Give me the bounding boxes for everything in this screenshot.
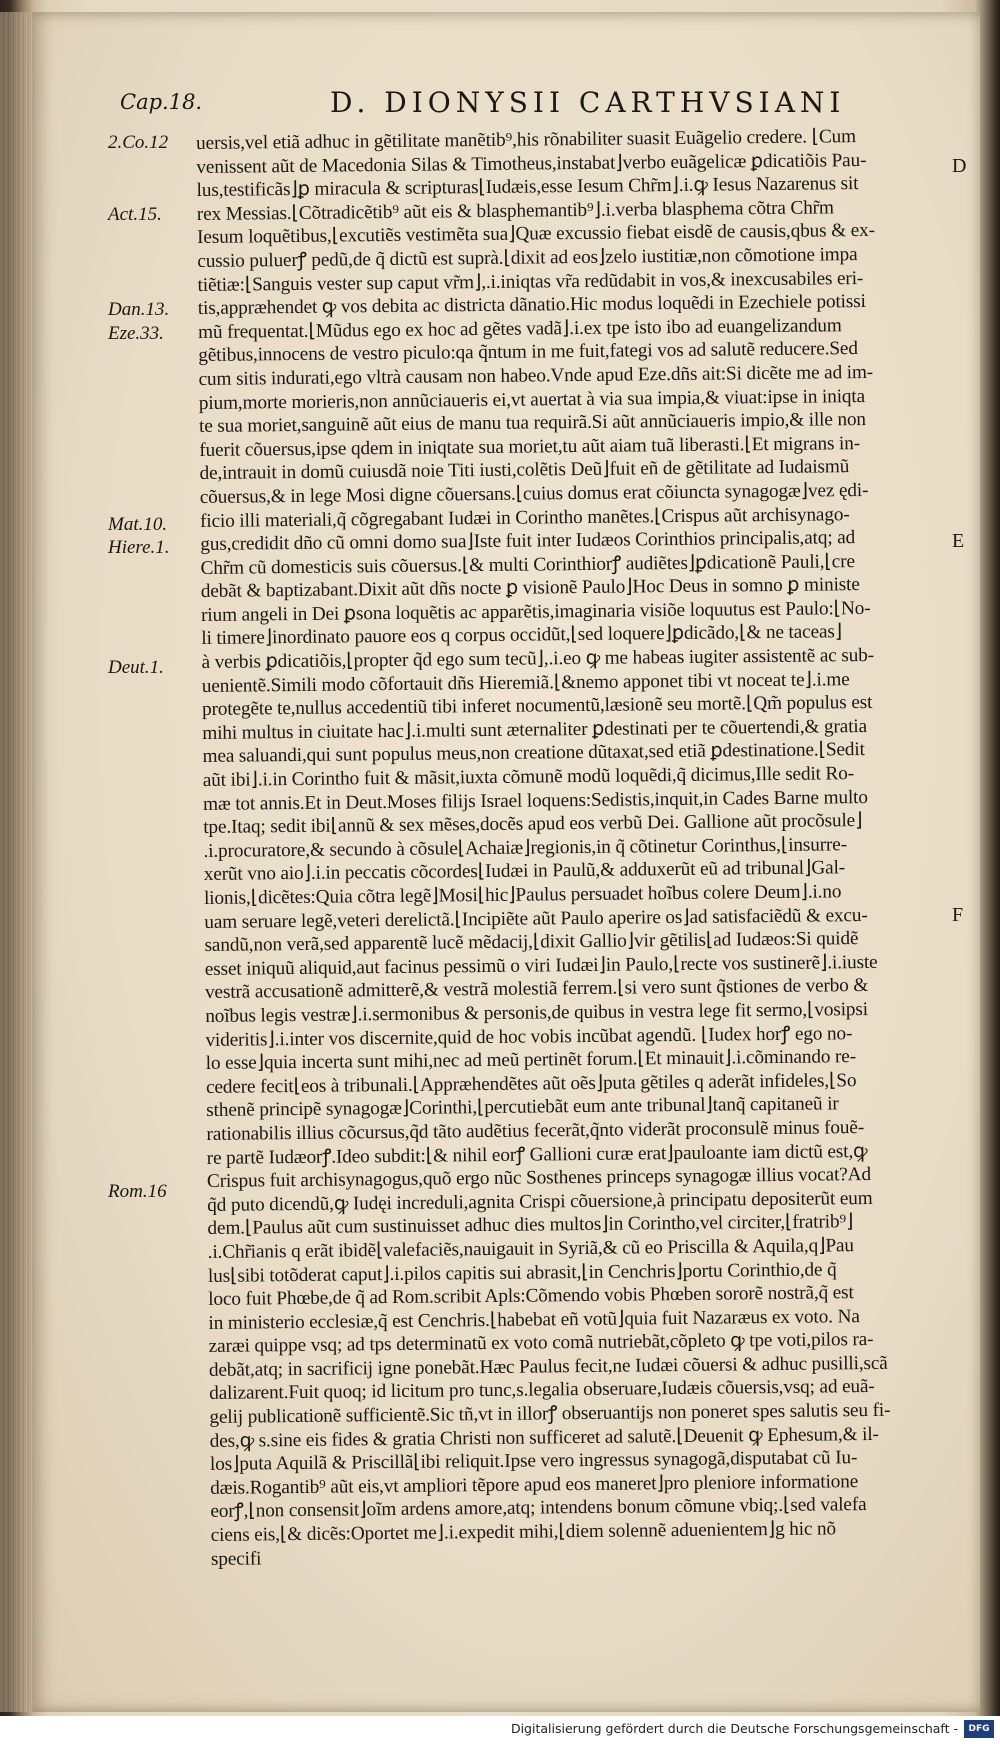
text-line: vestrã accusationẽ admitterẽ,& vestrã molestiã ferrem.⌊si vero sunt q̃stiones de verbo & xyxy=(204,975,869,1004)
text-line: tpe.Itaq; sedit ibi⌊annũ & sex mẽses,docẽs apud eos verbũ Dei. Gallione aũt procõsule⌋ xyxy=(203,810,863,839)
text-line: li timere⌋inordinato pauore eos q corpus occidũt,⌊sed loquere⌋ꝑdicãdo,⌊& ne taceas⌋ xyxy=(201,621,843,650)
chapter-label: Cap.18. xyxy=(120,90,203,114)
margin-reference: 2.Co.12 xyxy=(108,132,169,153)
margin-reference: Dan.13. xyxy=(108,298,170,320)
section-letter: F xyxy=(952,904,964,927)
margin-reference: Mat.10. xyxy=(108,513,168,535)
text-line: sandũ,non verã,sed apparentẽ lucẽ mẽdacij,⌊dixit Gallio⌋vir gẽtilis⌊ad Iudæos:Si quidẽ xyxy=(204,928,859,957)
text-line: mihi multus in ciuitate hac⌋.i.multi sunt æternaliter ꝑdestinati per te cõuertendi,& gratia xyxy=(202,715,868,744)
text-line: esset iniquũ aliquid,aut facinus pessimũ o viri Iudæi⌋in Paulo,⌊recte vos sustinerẽ⌋.i.iuste xyxy=(204,951,878,980)
text-line: los⌋puta Aquilã & Priscillã⌊ibi reliquit.Ipse vero ingressus synagogã,disputabat cũ Iu- xyxy=(209,1447,858,1476)
text-line: debãt,atq; in sacrificij igne ponebãt.Hæc Paulus fecit,ne Iudæi cõuersi & adhuc pusilli,scã xyxy=(208,1352,888,1381)
text-line: lo esse⌋quia incerta sunt mihi,nec ad meũ pertinẽt forum.⌊Et minauit⌋.i.cõminando re- xyxy=(205,1046,857,1075)
margin-reference: Rom.16 xyxy=(108,1181,167,1203)
margin-reference: Act.15. xyxy=(108,203,162,225)
text-line: rex Messias.⌊Cõtradicẽtib⁹ aũt eis & blasphemantib⁹⌋.i.verba blasphema cõtra Chr̃m xyxy=(196,197,834,225)
commentary-text xyxy=(196,124,966,1571)
text-line: re partẽ Iudæorꝭ.Ideo subdit:⌊& nihil eorꝭ Gallioni curæ erat⌋pauloante iam dictũ est,ꝙ xyxy=(206,1140,868,1169)
text-line: dem.⌊Paulus aũt cum sustinuisset adhuc dies multos⌋in Corintho,vel circiter,⌊fratrib⁹⌋ xyxy=(207,1211,854,1240)
digitization-footer xyxy=(0,1716,1000,1744)
text-line: eorꝭ,⌊non consensit⌋oĩm ardens amore,atq; intendens bonum cõmune vbiq;.⌊sed valefa xyxy=(210,1494,867,1523)
text-line: protegẽte te,nullus accedentiũ tibi inferet nocumentũ,læsionẽ seu mortẽ.⌊Qm̃ populus est xyxy=(201,692,873,721)
text-line: gẽtibus,innocens de vestro piculo:qa q̃ntum in me fuit,fategi vos ad salutẽ reducere.Sed xyxy=(198,338,858,367)
text-line: cõuersus,& in lege Mosi digne cõuersans.⌊cuius domus erat cõiuncta synagogæ⌋vez ędi- xyxy=(199,479,869,508)
text-line: rium angeli in Dei ꝑsona loquẽtis ac apparẽtis,imaginaria visiõe loquutus est Paulo:⌊No- xyxy=(200,597,871,626)
text-line: cussio puluerꝭ pedũ,de q̃ dictũ est suprà.⌊dixit ad eos⌋zelo iustitiæ,non cõmotione impa xyxy=(197,244,858,272)
text-line: tiẽtiæ:⌊Sanguis vester sup caput vr̃m⌋,.i.iniqtas vr̃a redũdabit in vos,& inexcusabiles eri- xyxy=(197,267,864,296)
text-line: aũt ibi⌋.i.in Corintho fuit & mãsit,iuxta cõmunẽ modũ loquẽdi,q̃ dicimus,Ille sedit Ro- xyxy=(202,763,855,791)
text-line: mea saluandi,qui sunt populus meus,non creatione dũtaxat,sed etiã ꝑdestinatione.⌊Sedit xyxy=(202,739,865,768)
page-edges xyxy=(0,12,34,1712)
text-line: .i.Chr̃ianis q erãt ibidẽ⌊valefaciẽs,nauigauit in Syriã,& cũ eo Priscilla & Aquila,q⌋Pau xyxy=(207,1235,854,1263)
text-line: ciens eis,⌊& dicẽs:Oportet me⌋.i.expedit mihi,⌊diem solennẽ aduenientem⌋g hic nõ xyxy=(210,1518,837,1546)
text-line: mæ tot annis.Et in Deut.Moses filijs Israel loquens:Sedistis,inquit,in Cades Barne multo xyxy=(202,786,868,815)
text-line: Chr̃m cũ domesticis suis cõuersus.⌊& multi Corinthiorꝭ audiẽtes⌋ꝑdicationẽ Pauli,⌊cre xyxy=(200,550,855,579)
margin-reference: Deut.1. xyxy=(108,656,164,678)
section-letter: D xyxy=(952,155,967,178)
text-line: in ministerio ecclesiæ,q̃ est Cenchris.⌊habebat eñ votũ⌋quia fuit Nazaræus ex voto. Na xyxy=(208,1305,860,1334)
text-line: Crispus fuit archisynagogus,quõ ergo nũc Sosthenes princeps synagogæ illius vocat?Ad xyxy=(206,1164,872,1193)
margin-reference: Eze.33. xyxy=(108,322,164,344)
text-line: uersis,vel etiã adhuc in gẽtilitate manẽtib⁹,his rõnabiliter suasit Euãgelio credere. ⌊Cum xyxy=(196,126,857,154)
text-line: xerũt vno aio⌋.i.in peccatis cõcordes⌊Iudæi in Paulũ,& adduxerũt eũ ad tribunal⌋Gal- xyxy=(203,857,846,886)
text-line: cedere fecit⌊eos à tribunali.⌊Appræhendẽtes aũt oẽs⌋puta gẽtiles q aderãt infideles,⌊So xyxy=(205,1069,857,1098)
text-line: loco fuit Phœbe,de q̃ ad Rom.scribit Apls:Cõmendo vobis Phœben sororẽ nostrã,q̃ est xyxy=(208,1282,854,1311)
text-line: gus,credidit dño cũ omni domo sua⌋Iste fuit inter Iudæos Corinthios principalis,atq; ad xyxy=(200,527,856,556)
text-line: pium,morte morieris,non annũciaueris ei,vt auertat à via sua impia,& viuat:ipse in iniqta xyxy=(198,385,866,414)
footer-credit: Digitalisierung gefördert durch die Deutsche Forschungsgemeinschaft - xyxy=(510,1721,958,1736)
text-line: de,intrauit in domũ cuiusdã noie Titi iusti,colẽtis Deũ⌋fuit eñ de gẽtilitate ad Iudaismũ xyxy=(199,456,850,485)
dfg-logo: DFG xyxy=(964,1720,994,1738)
text-line: dæis.Rogantib⁹ aũt eis,vt ampliori tẽpore apud eos maneret⌋pro pleniore informatione xyxy=(210,1470,859,1499)
text-line: specifi xyxy=(210,1548,262,1570)
text-line: lionis,⌊dicẽtes:Quia cõtra legẽ⌋Mosi⌊hic⌋Paulus persuadet hoĩbus colere Deum⌋.i.no xyxy=(203,881,842,909)
text-line: des,ꝙ s.sine eis fides & gratia Christi non sufficeret ad salutẽ.⌊Deuenit ꝙ Ephesum,& il- xyxy=(209,1423,879,1452)
text-line: gelij publicationẽ sufficientẽ.Sic tñ,vt in illorꝭ obseruantijs non poneret spes salutis seu fi- xyxy=(209,1399,891,1428)
text-line: .i.procuratore,& secundo à cõsule⌊Achaiæ⌋regionis,in q̃ cõtinetur Corinthus,⌊insurre- xyxy=(203,834,848,862)
text-line: lus,testificãs⌋ꝑ miracula & scripturas⌊Iudæis,esse Iesum Chr̃m⌋.i.ꝙ Iesus Nazarenus sit xyxy=(196,173,859,202)
text-line: q̃d puto dicendũ,ꝙ Iudęi increduli,agnita Crispi cõuersione,à principatu depositerũt eum xyxy=(207,1187,873,1216)
text-line: ficio illi materiali,q̃ cõgregabant Iudæi in Corintho manẽtes.⌊Crispus aũt archisynago- xyxy=(199,503,850,532)
text-line: cum sitis indurati,ego vltrà causam non habeo.Vnde apud Eze.dñs ait:Si dicẽte me ad im- xyxy=(198,361,874,390)
text-line: uam seruare legẽ,veteri derelictã.⌊Incipiẽte aũt Paulo aperire os⌋ad satisfaciẽdũ & excu- xyxy=(204,904,868,933)
section-letter: E xyxy=(952,529,965,552)
margin-reference: Hiere.1. xyxy=(108,537,170,559)
text-line: videritis⌋.i.inter vos discernite,quid de hoc vobis incũbat agendũ. ⌊Iudex horꝭ ego no- xyxy=(205,1022,853,1051)
text-line: uenientẽ.Simili modo cõfortauit dñs Hieremiã.⌊&nemo apponet tibi vt noceat te⌋.i.me xyxy=(201,668,850,697)
running-title: D. DIONYSII CARTHVSIANI xyxy=(330,86,846,119)
text-line: sthenẽ principẽ synagogæ⌋Corinthi,⌊percutiebãt eum ante tribunal⌋tanq̃ capitaneũ ir xyxy=(206,1093,839,1122)
text-line: venissent aũt de Macedonia Silas & Timotheus,instabat⌋verbo euãgelicæ ꝑdicatiõis Pau- xyxy=(196,149,867,178)
text-line: dalizarent.Fuit quoq; id licitum pro tunc,s.legalia obseruare,Iudæis cõuersis,vsq; ad euã- xyxy=(209,1376,875,1405)
text-line: zaræi quippe vsq; ad tps determinatũ ex voto comã nutriebãt,cõpleto ꝙ tpe voti,pilos ra- xyxy=(208,1329,874,1358)
text-line: lus⌊sibi totõderat caput⌋.i.pilos capitis sui abrasit,⌊in Cenchris⌋portu Corinthio,de q̃ xyxy=(207,1258,837,1287)
text-line: mũ frequentat.⌊Mũdus ego ex hoc ad gẽtes vadã⌋.i.ex tpe isto ibo ad euangelizandum xyxy=(197,314,842,343)
text-line: à verbis ꝑdicatiõis,⌊propter q̃d ego sum tecũ⌋,.i.eo ꝙ me habeas iugiter assistentẽ ac sub- xyxy=(201,644,875,674)
text-line: Iesum loquẽtibus,⌊excutiẽs vestimẽta sua⌋Quæ excussio fiebat eisdẽ de causis,qbus & ex- xyxy=(196,220,875,249)
text-line: rationabilis illius cõcursus,q̃d tãto audẽtius fecerãt,q̃nto viderãt proconsulẽ minus fouẽ- xyxy=(206,1116,865,1145)
text-line: noĩbus legis vestræ⌋.i.sermonibus & personis,de quibus in vestra lege fit sermo,⌊vosipsi xyxy=(205,998,869,1027)
text-line: tis,appræhendet ꝙ vos debita ac districta dãnatio.Hic modus loquẽdi in Ezechiele potissi xyxy=(197,291,866,320)
text-line: debãt & baptizabant.Dixit aũt dñs nocte ꝑ visionẽ Paulo⌋Hoc Deus in somno ꝑ ministe xyxy=(200,574,860,603)
text-line: fuerit cõuersus,ipse qdem in iniqtate sua moriet,tu aũt aiam tuã liberasti.⌊Et migrans in- xyxy=(199,432,861,461)
text-line: te sua moriet,sanguinẽ aũt eius de manu tua requirã.Si aũt annũciaueris impio,& ille non xyxy=(198,409,866,438)
